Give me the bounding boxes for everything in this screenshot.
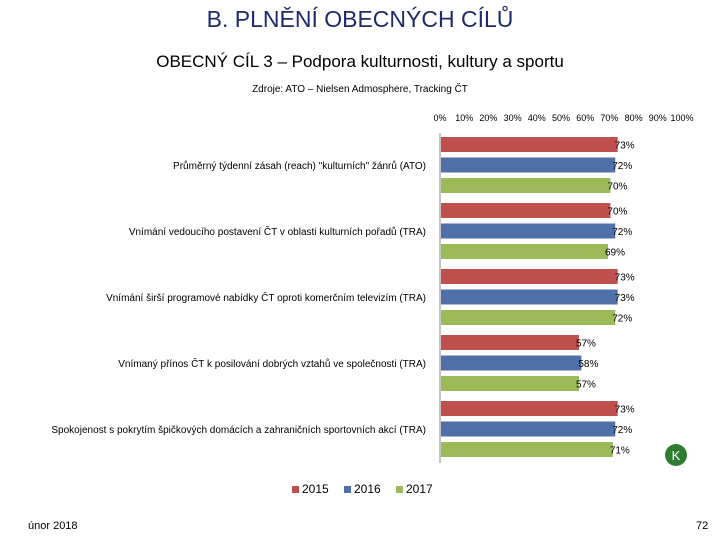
category-label: Vnímaný přínos ČT k posilování dobrých vztahů ve společnosti (TRA) <box>118 359 426 370</box>
data-label: 70% <box>607 206 628 218</box>
legend-swatch-2017 <box>396 486 403 493</box>
x-tick-label: 100% <box>670 113 694 123</box>
legend-label: 2017 <box>406 482 433 496</box>
data-label: 58% <box>578 359 599 370</box>
data-label: 72% <box>612 313 633 325</box>
badge-label: K <box>671 448 681 463</box>
x-tick-label: 70% <box>600 113 619 123</box>
x-tick-label: 80% <box>624 113 643 123</box>
footer-date: únor 2018 <box>28 520 78 532</box>
bar-2017 <box>441 376 579 391</box>
bar-2017 <box>441 310 615 325</box>
x-tick-label: 90% <box>648 113 667 123</box>
x-tick-label: 10% <box>455 113 474 123</box>
bar-2016 <box>441 356 581 371</box>
bar-2015 <box>441 269 618 284</box>
bar-2015 <box>441 401 618 416</box>
x-tick-label: 20% <box>479 113 498 123</box>
data-label: 71% <box>609 445 630 457</box>
data-label: 70% <box>607 181 628 193</box>
x-tick-label: 40% <box>527 113 546 123</box>
chart-subtitle: OBECNÝ CÍL 3 – Podpora kulturnosti, kultury a sportu <box>156 52 564 71</box>
category-label: Spokojenost s pokrytím špičkových domácích a zahraničních sportovních akcí (TRA) <box>51 425 426 436</box>
bar-2015 <box>441 137 618 152</box>
data-label: 73% <box>614 293 635 304</box>
data-label: 57% <box>575 338 596 350</box>
category-label: Průměrný týdenní zásah (reach) "kulturních" žánrů (ATO) <box>173 161 426 172</box>
x-tick-label: 60% <box>576 113 595 123</box>
bar-2015 <box>441 203 610 218</box>
data-label: 73% <box>614 140 635 152</box>
slide-title: B. PLNĚNÍ OBECNÝCH CÍLŮ <box>206 6 514 32</box>
source-note: Zdroje: ATO – Nielsen Admosphere, Tracking ČT <box>252 84 468 95</box>
data-label: 72% <box>612 161 633 172</box>
data-label: 73% <box>614 404 635 416</box>
x-tick-label: 30% <box>503 113 522 123</box>
data-label: 72% <box>612 227 633 238</box>
bar-2017 <box>441 442 613 457</box>
legend-label: 2016 <box>354 482 381 496</box>
category-label: Vnímání vedoucího postavení ČT v oblasti kulturních pořadů (TRA) <box>128 227 426 238</box>
x-tick-label: 0% <box>433 113 447 123</box>
category-label: Vnímání širší programové nabídky ČT oproti komerčním televizím (TRA) <box>106 293 426 304</box>
bar-2015 <box>441 335 579 350</box>
data-label: 72% <box>612 425 633 436</box>
bar-2016 <box>441 422 615 437</box>
data-label: 57% <box>575 379 596 391</box>
bar-2017 <box>441 178 610 193</box>
bar-2016 <box>441 158 615 173</box>
page-number: 72 <box>696 520 709 532</box>
bar-2016 <box>441 224 615 239</box>
legend-swatch-2015 <box>292 486 299 493</box>
legend-swatch-2016 <box>344 486 351 493</box>
x-tick-label: 50% <box>551 113 571 123</box>
bar-2016 <box>441 290 618 305</box>
data-label: 69% <box>604 247 625 259</box>
bar-2017 <box>441 244 608 259</box>
legend-label: 2015 <box>302 482 329 496</box>
data-label: 73% <box>614 272 635 284</box>
